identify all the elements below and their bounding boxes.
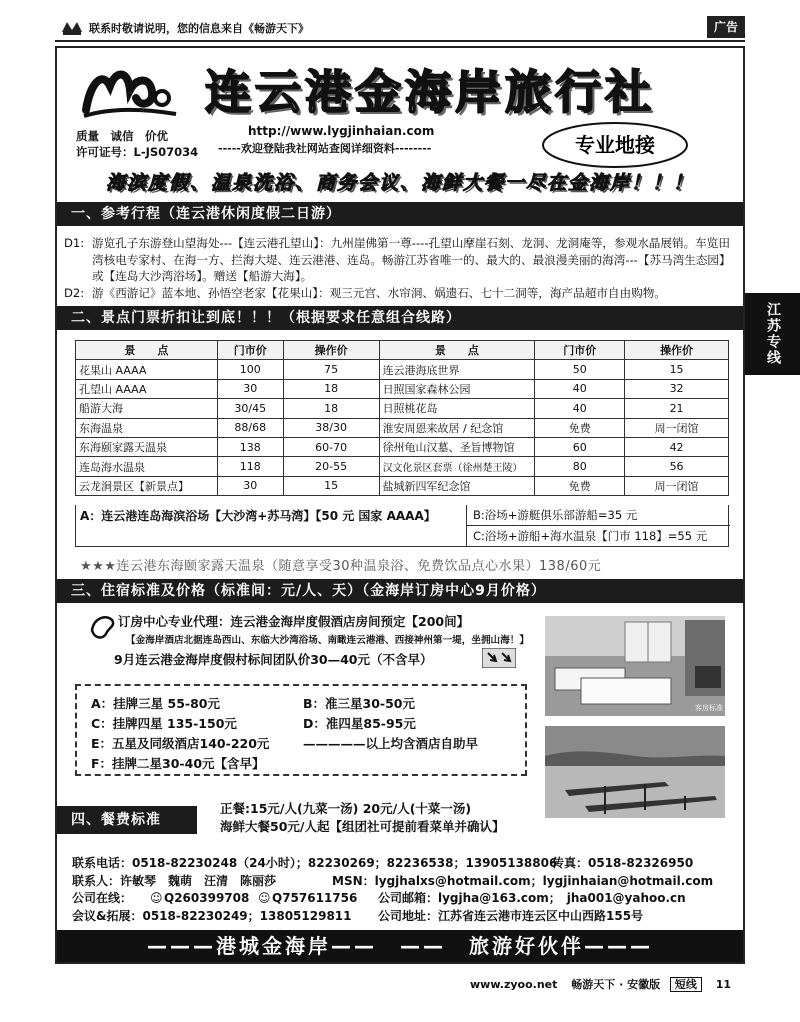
table-row: 船游大海 30/45 18 日照桃花岛 40 21 [76, 399, 729, 418]
company-logo-icon [80, 64, 180, 120]
hotel-price-box [75, 684, 527, 776]
contact-row-phone: 联系电话：0518-82230248（24小时）；82230269；82236538；13905138806 传真：0518-82326950 [72, 856, 694, 870]
hotel-map-icon [88, 612, 118, 642]
page-footer [470, 976, 731, 992]
hotel-agent-note: 【金海岸酒店北据连岛西山、东临大沙湾浴场、南瞰连云港港、西接神州第一堤，坐拥山海！】 [126, 635, 529, 646]
section-hotel-header: 三、住宿标准及价格（标准间：元/人、天）（金海岸订房中心9月价格） [57, 579, 743, 603]
contact-row-people: 联系人：许敏琴 魏萌 汪清 陈丽莎 MSN：lygjhalxs@hotmail.com；lygjinhaian@hotmail.com [72, 873, 714, 888]
arrow-icon [482, 648, 516, 668]
combo-a: A：连云港连岛海滨浴场【大沙湾+苏马湾】【50 元 国家 AAAA】 [80, 509, 436, 523]
table-row: 东海温泉 88/68 38/30 淮安周恩来故居 / 纪念馆 免费 周一闭馆 [76, 418, 729, 437]
combo-b: B:浴场+游艇俱乐部游船=35 元 [466, 505, 730, 526]
source-note: 联系时敬请说明，您的信息来自《畅游天下》 [89, 22, 309, 35]
itinerary-day1: D1: 游览孔子东游登山望海处---【连云港孔望山】：九州崖佛第一尊----孔望山摩崖石刻、龙洞、龙洞庵等，参观水晶展销。车览田湾核电专家村、在海一方、拦海大堤、连云港港、连岛。畅游江苏省唯一的、最大的、最浪漫美丽的海湾---【苏马湾生态园】或【连岛大沙湾浴场】。赠送【船游大海】。 [64, 236, 731, 283]
table-row: 花果山 AAAA 100 75 连云港海底世界 50 15 [76, 360, 729, 379]
section-tickets-header: 二、景点门票折扣让到底！！！（根据要求任意组合线路） [57, 306, 743, 330]
table-row: 东海颐家露天温泉 138 60-70 徐州龟山汉墓、圣旨博物馆 60 42 [76, 437, 729, 456]
hotel-level-d: D：准四星85-95元 [303, 716, 416, 731]
hotel-room-photo [545, 616, 725, 716]
qq-icon: ☺ [258, 891, 271, 906]
table-row: 连岛海水温泉 118 20-55 汉文化景区套票（徐州楚王陵） 80 56 [76, 457, 729, 476]
contact-row-online: 公司在线： ☺ Q260399708 ☺ Q757611756 公司邮箱：lygjha@163.com； jha001@yahoo.cn [72, 890, 732, 908]
hotel-level-f: F：挂牌二星30-40元【含早】 [91, 756, 265, 771]
hotel-level-b: B：准三星30-50元 [303, 696, 416, 711]
combo-c: C:浴场+游船+海水温泉【门市 118】=55 元 [466, 526, 730, 547]
itinerary-day2: D2: 游《西游记》蓝本地、孙悟空老家【花果山】：观三元宫、水帘洞、娲遗石、七十二洞等，海产品超市自由购物。 [64, 285, 666, 300]
ad-tag: 广告 [707, 16, 745, 38]
contact-row-address: 会议&拓展：0518-82230249；13805129811 公司地址：江苏省连云港市连云区中山西路155号 [72, 908, 644, 923]
footer-magazine: 畅游天下 · 安徽版 [571, 978, 661, 991]
license-number: 许可证号：L-JS07034 [76, 145, 199, 159]
qq-icon: ☺ [150, 891, 163, 906]
table-row: 云龙涧景区【新景点】 30 15 盐城新四军纪念馆 免费 周一闭馆 [76, 476, 729, 495]
seaside-photo [545, 726, 725, 818]
top-header-bar [55, 16, 745, 42]
table-header-row: 景 点 门市价 操作价 景 点 门市价 操作价 [76, 341, 729, 360]
side-tab: 江苏专线 [745, 293, 800, 375]
footer-site: www.zyoo.net [470, 978, 558, 991]
section-itinerary-header: 一、参考行程（连云港休闲度假二日游） [57, 202, 743, 226]
badge-seal [540, 120, 690, 170]
hotel-level-e: E：五星及同级酒店140-220元 [91, 736, 270, 751]
website-link[interactable]: http://www.lygjinhaian.com [248, 124, 435, 138]
itinerary [64, 235, 736, 301]
badge-text: 专业地接 [575, 133, 655, 157]
bottom-slogan-bar: ———港城金海岸—— —— 旅游好伙伴——— [57, 930, 743, 962]
company-title: 连云港金海岸旅行社 [205, 65, 655, 119]
hotel-level-note: —————以上均含酒店自助早 [303, 736, 479, 751]
hotel-level-c: C：挂牌四星 135-150元 [91, 716, 237, 731]
hotel-agent-title: 订房中心专业代理：连云港金海岸度假酒店房间预定【200间】 [118, 614, 470, 629]
footer-tag: 短线 [670, 977, 702, 992]
ticket-price-table [75, 340, 729, 496]
main-slogan: 海滨度假、温泉洗浴、商务会议、海鲜大餐一尽在金海岸！！！ [105, 172, 694, 194]
magazine-logo-icon [61, 18, 83, 36]
company-motto: 质量 诚信 价优 许可证号：L-JS07034 [76, 129, 199, 159]
page-number: 11 [715, 978, 732, 991]
beach-combo-box [75, 505, 729, 547]
hot-spring-promo: ★★★连云港东海颐家露天温泉（随意享受30种温泉浴、免费饮品点心水果）138/60元 [80, 559, 602, 574]
table-row: 孔望山 AAAA 30 18 日照国家森林公园 40 32 [76, 379, 729, 398]
contact-info [72, 855, 732, 925]
photo-caption: 客房标准 [695, 704, 723, 712]
meal-prices: 正餐:15元/人(九菜一汤) 20元/人(十菜一汤) 海鲜大餐50元/人起【组团社可提前看菜单并确认】 [220, 801, 505, 834]
hotel-level-a: A：挂牌三星 55-80元 [91, 696, 221, 711]
section-meal-header: 四、餐费标准 [57, 806, 197, 834]
website-note: -----欢迎登陆我社网站查阅详细资料-------- [218, 142, 432, 155]
hotel-group-rate: 9月连云港金海岸度假村标间团队价30—40元（不含早） [114, 652, 433, 667]
